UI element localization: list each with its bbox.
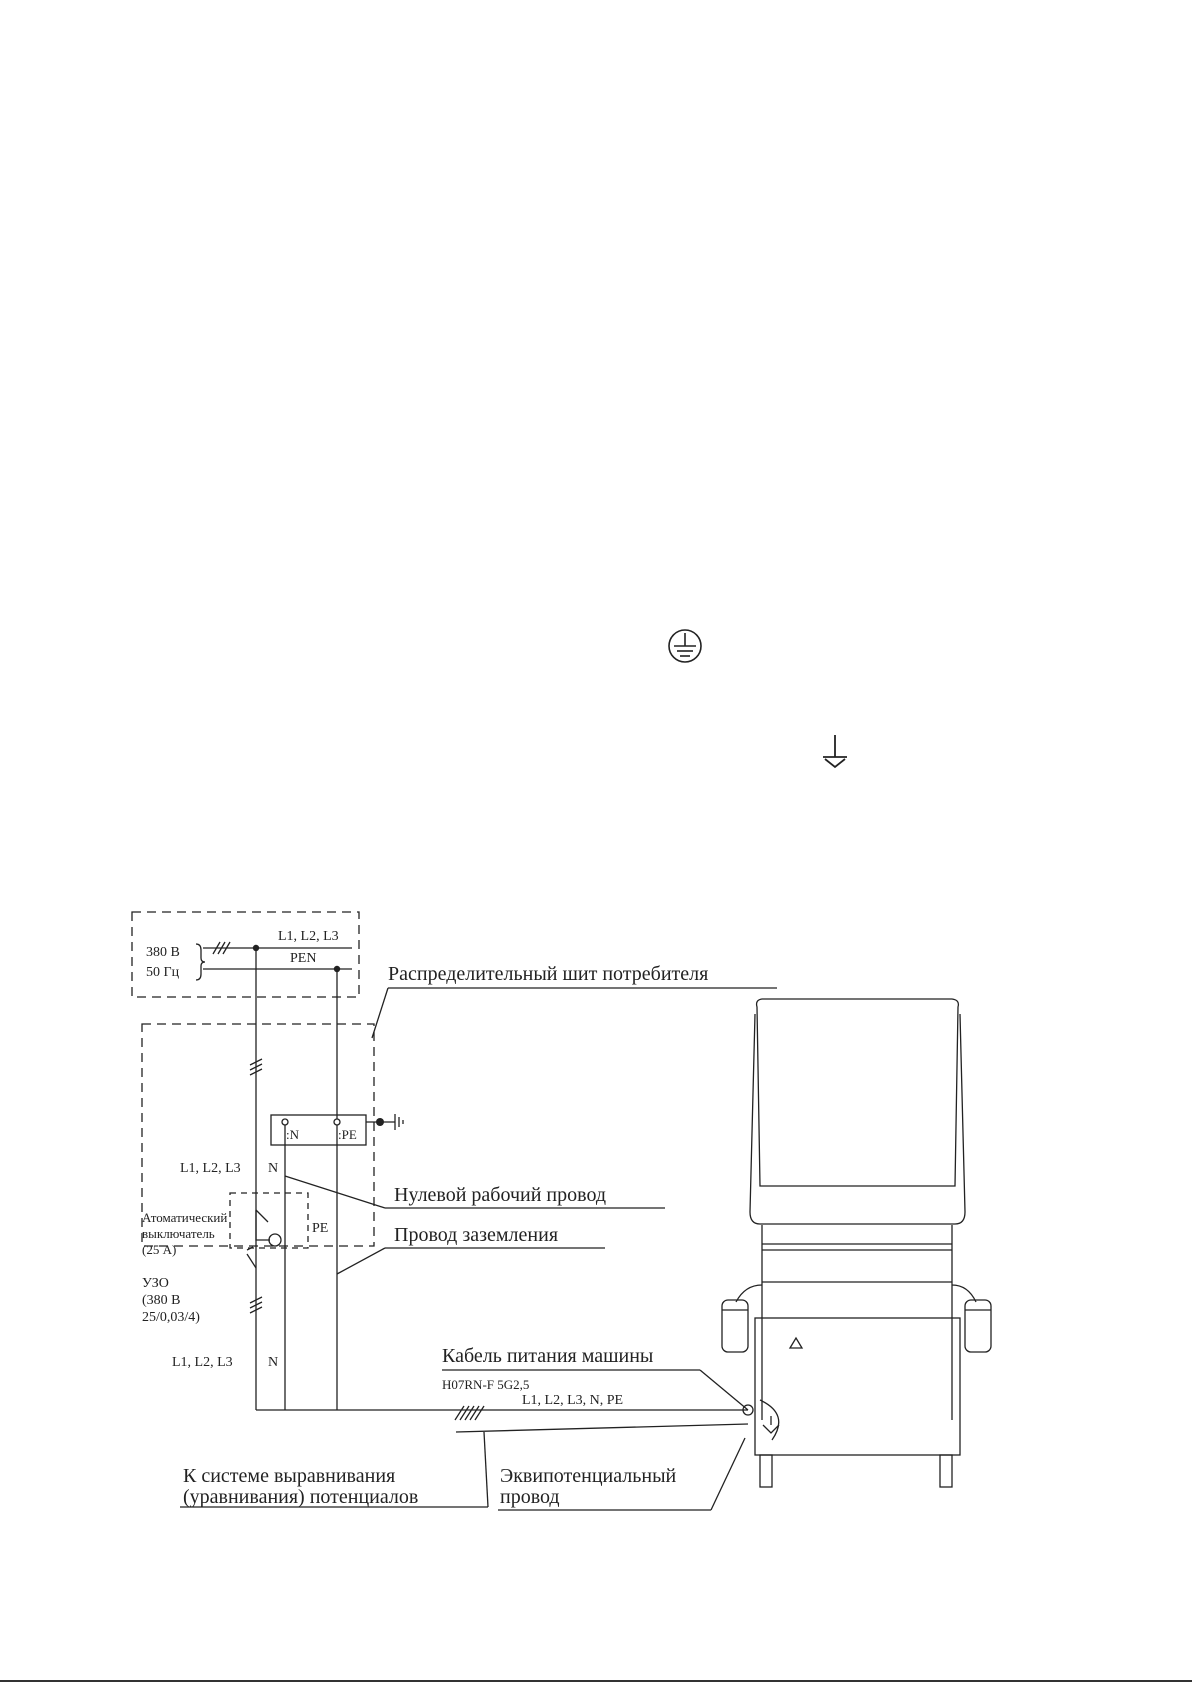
terminal-pe: :PE — [338, 1127, 357, 1142]
ground-callout: Провод заземления — [394, 1224, 559, 1246]
equalization-wire — [456, 1424, 748, 1432]
supply-lines-label: L1, L2, L3 — [278, 929, 339, 944]
supply-voltage: 380 В — [146, 945, 180, 960]
equalization-callout-2: (уравнивания) потенциалов — [183, 1486, 419, 1508]
wire-l123-upper: L1, L2, L3 — [180, 1161, 241, 1176]
wire-n-lower: N — [268, 1355, 279, 1370]
supply-brace — [196, 944, 205, 980]
equip-callout-2: провод — [500, 1486, 560, 1508]
breaker-label-2: выключатель — [142, 1226, 215, 1241]
cable-cores: L1, L2, L3, N, PE — [522, 1393, 624, 1408]
cable-callout: Кабель питания машины — [442, 1345, 654, 1367]
rcd-label-2: (380 В — [142, 1293, 181, 1308]
equalization-leader — [484, 1432, 488, 1507]
supply-frequency: 50 Гц — [146, 965, 180, 980]
wire-l123-lower: L1, L2, L3 — [172, 1355, 233, 1370]
supply-pen-label: PEN — [290, 951, 317, 966]
rcd-symbol — [256, 1210, 270, 1240]
rcd-label-1: УЗО — [142, 1276, 169, 1291]
neutral-callout: Нулевой рабочий провод — [394, 1184, 607, 1206]
equip-leader — [711, 1438, 745, 1510]
breaker-label-3: (25 А) — [142, 1242, 177, 1257]
equalization-callout-1: К системе выравнивания — [183, 1465, 396, 1487]
terminal-n: :N — [286, 1127, 299, 1142]
neutral-leader — [285, 1176, 385, 1208]
panel-callout: Распределительный шит потребителя — [388, 963, 709, 985]
ground-leader — [337, 1248, 385, 1274]
breaker-contact — [247, 1254, 256, 1268]
page-bottom-rule — [0, 1680, 1192, 1682]
cable-leader — [700, 1370, 748, 1410]
wire-pe: PE — [312, 1221, 329, 1236]
equip-callout-1: Эквипотенциальный — [500, 1465, 677, 1487]
dishwasher-machine — [722, 999, 991, 1487]
rcd-label-3: 25/0,03/4) — [142, 1310, 200, 1325]
cable-spec: H07RN-F 5G2,5 — [442, 1377, 530, 1392]
wire-n-upper: N — [268, 1161, 279, 1176]
breaker-label-1: Атоматический — [142, 1210, 228, 1225]
panel-leader — [372, 988, 388, 1038]
